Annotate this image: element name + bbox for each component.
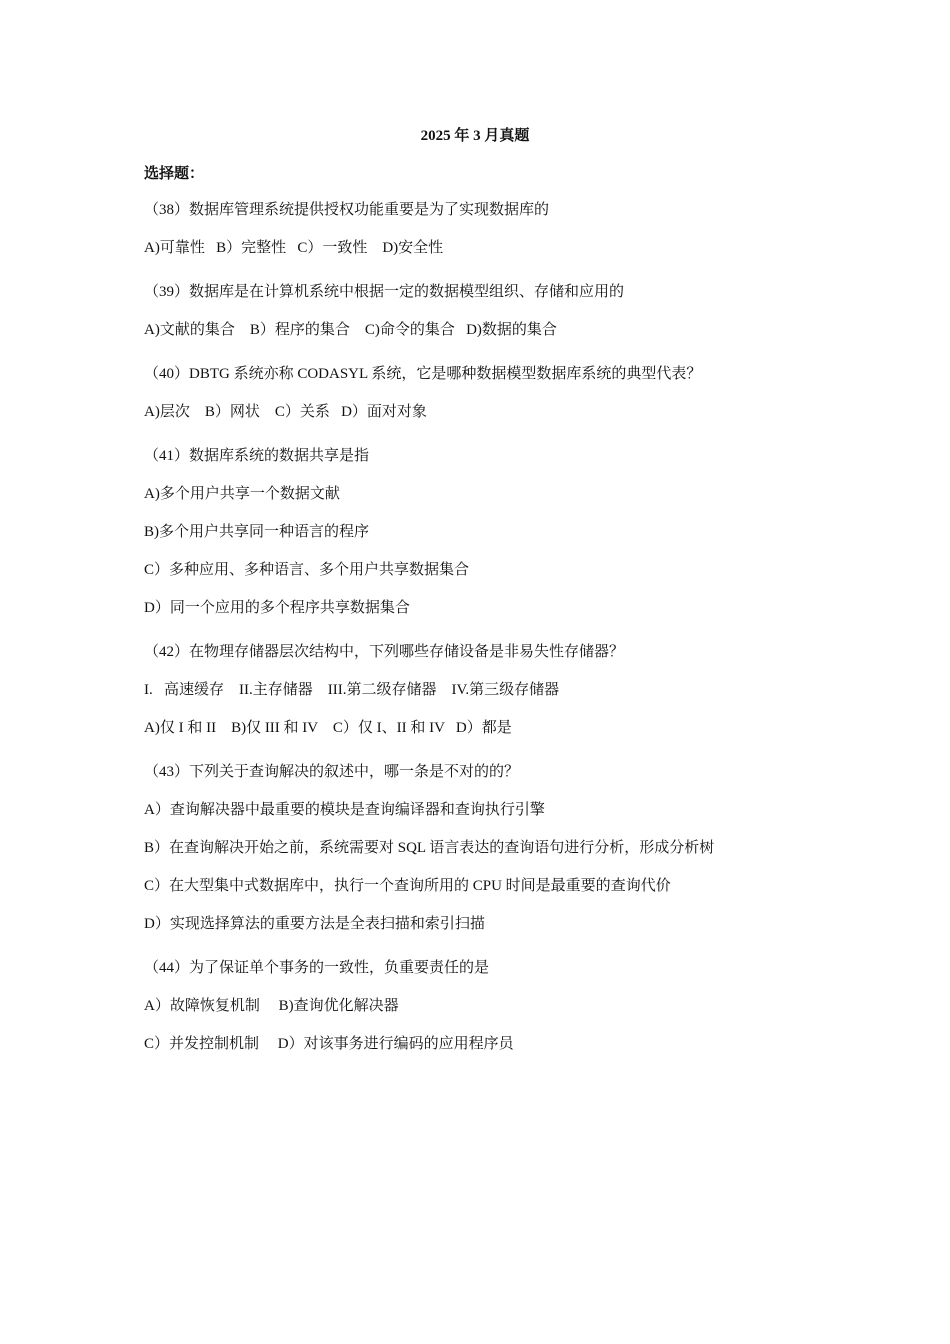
answer-options: A)可靠性 B）完整性 C）一致性 D)安全性: [144, 240, 444, 256]
question-list: [144, 200, 824, 1078]
question-stem: （38）数据库管理系统提供授权功能重要是为了实现数据库的: [144, 202, 550, 218]
question-42: [144, 642, 824, 738]
question-44: [144, 958, 824, 1054]
answer-option-c: C）在大型集中式数据库中，执行一个查询所用的 CPU 时间是最重要的查询代价: [144, 878, 671, 894]
answer-option-a: A）查询解决器中最重要的模块是查询编译器和查询执行引擎: [144, 802, 545, 818]
answer-option-d: D）同一个应用的多个程序共享数据集合: [144, 600, 410, 616]
document-title: 2025 年 3 月真题: [420, 128, 530, 144]
section-heading: 选择题：: [144, 166, 205, 182]
answer-option-a: A)多个用户共享一个数据文献: [144, 486, 340, 502]
question-stem: （43）下列关于查询解决的叙述中，哪一条是不对的的？: [144, 764, 520, 780]
answer-options-cd: C）并发控制机制 D）对该事务进行编码的应用程序员: [144, 1036, 514, 1052]
answer-options: A)文献的集合 B）程序的集合 C)命令的集合 D)数据的集合: [144, 322, 557, 338]
question-40: [144, 364, 824, 422]
question-41: [144, 446, 824, 618]
answer-options: A)仅 I 和 II B)仅 III 和 IV C）仅 I、II 和 IV D）都是: [144, 720, 512, 736]
answer-option-c: C）多种应用、多种语言、多个用户共享数据集合: [144, 562, 470, 578]
answer-options-ab: A）故障恢复机制 B)查询优化解决器: [144, 998, 399, 1014]
question-38: [144, 200, 824, 258]
question-stem: （42）在物理存储器层次结构中，下列哪些存储设备是非易失性存储器？: [144, 644, 625, 660]
answer-options: A)层次 B）网状 C）关系 D）面对对象: [144, 404, 427, 420]
answer-option-b: B）在查询解决开始之前，系统需要对 SQL 语言表达的查询语句进行分析，形成分析树: [144, 840, 715, 856]
question-stem: （41）数据库系统的数据共享是指: [144, 448, 370, 464]
answer-option-b: B)多个用户共享同一种语言的程序: [144, 524, 370, 540]
question-stem: （40）DBTG 系统亦称 CODASYL 系统，它是哪种数据模型数据库系统的典型代表？: [144, 366, 702, 382]
question-statement-list: I. 高速缓存 II.主存储器 III.第二级存储器 IV.第三级存储器: [144, 682, 560, 698]
answer-option-d: D）实现选择算法的重要方法是全表扫描和索引扫描: [144, 916, 485, 932]
question-stem: （44）为了保证单个事务的一致性，负重要责任的是: [144, 960, 490, 976]
question-stem: （39）数据库是在计算机系统中根据一定的数据模型组织、存储和应用的: [144, 284, 625, 300]
question-39: [144, 282, 824, 340]
question-43: [144, 762, 824, 934]
